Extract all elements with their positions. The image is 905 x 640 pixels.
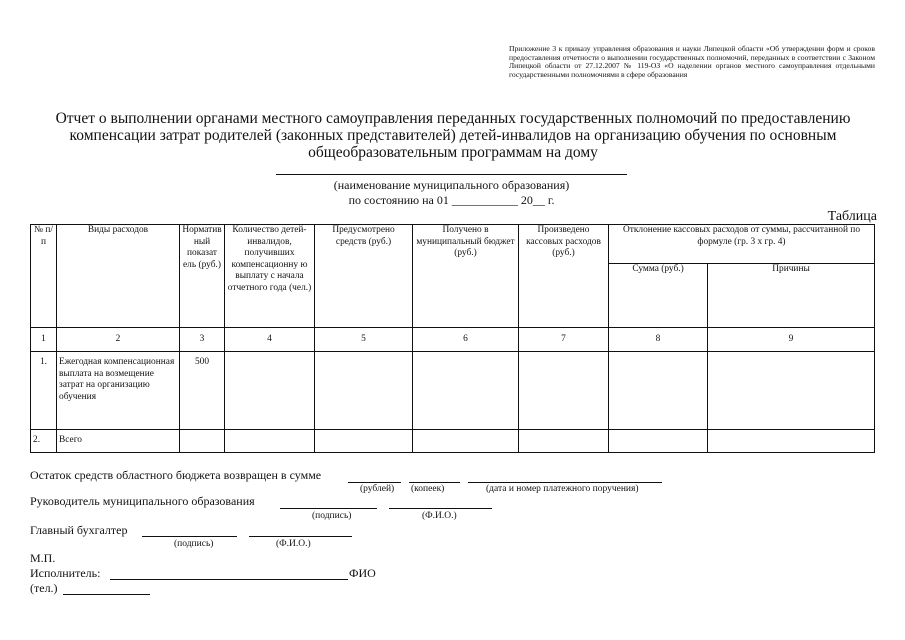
report-title: Отчет о выполнении органами местного самоуправления переданных государственных полномочий по предоставлению компенсации затрат родителей (законных представителей) детей-инвалидов на организацию обучения по основным общеобразовательным программам на дому [55, 110, 851, 161]
header-deviation: Отклонение кассовых расходов от суммы, рассчитанной по формуле (гр. 3 х гр. 4) [609, 225, 875, 264]
payment-doc-line [468, 482, 662, 483]
payment-doc-caption: (дата и номер платежного поручения) [486, 484, 639, 494]
header-cash-expenses: Произведено кассовых расходов (руб.) [519, 225, 609, 328]
accountant-fio-caption: (Ф.И.О.) [276, 539, 311, 549]
accountant-signature-line [142, 536, 237, 537]
head-signature-caption: (подпись) [312, 511, 352, 521]
order-appendix-note: Приложение 3 к приказу управления образования и науки Липецкой области «Об утверждении форм и сроков предоставления отчетности о выполнении государственных полномочий, переданных в соответствии с Законом Липецкой области от 27.12.2007 № 119-ОЗ «О наделении органов местного самоуправления отдельными государственными полномочиями в сфере образования [509, 44, 875, 79]
row-expense-name: Всего [57, 430, 180, 453]
row-deviation-reasons [708, 430, 875, 453]
head-label: Руководитель муниципального образования [30, 494, 255, 508]
col-number-cell: 9 [708, 328, 875, 352]
row-deviation-sum [609, 430, 708, 453]
row-norm [180, 430, 225, 453]
table-caption: Таблица [827, 209, 877, 224]
header-planned-funds: Предусмотрено средств (руб.) [315, 225, 413, 328]
col-number-cell: 6 [413, 328, 519, 352]
row-deviation-reasons [708, 352, 875, 430]
as-of-date: по состоянию на 01 ___________ 20__ г. [348, 193, 555, 207]
head-signature-line [280, 508, 377, 509]
col-number-cell: 2 [57, 328, 180, 352]
row-cash-expenses [519, 352, 609, 430]
row-planned-funds [315, 430, 413, 453]
row-received-budget [413, 352, 519, 430]
accountant-fio-line [249, 536, 352, 537]
phone-label: (тел.) [30, 581, 58, 595]
municipality-caption: (наименование муниципального образования) [333, 178, 570, 192]
municipality-name-line [276, 174, 627, 175]
rubles-line [348, 482, 401, 483]
col-number-cell: 4 [225, 328, 315, 352]
col-number-cell: 7 [519, 328, 609, 352]
row-planned-funds [315, 352, 413, 430]
header-norm: Норматив ный показат ель (руб.) [180, 225, 225, 328]
kopecks-caption: (копеек) [411, 484, 445, 494]
accountant-signature-caption: (подпись) [174, 539, 214, 549]
row-received-budget [413, 430, 519, 453]
header-received-budget: Получено в муниципальный бюджет (руб.) [413, 225, 519, 328]
row-norm: 500 [180, 352, 225, 430]
report-table [30, 224, 875, 453]
row-cash-expenses [519, 430, 609, 453]
head-fio-line [389, 508, 492, 509]
header-num: № п/п [31, 225, 57, 328]
header-expense-type: Виды расходов [57, 225, 180, 328]
head-fio-caption: (Ф.И.О.) [422, 511, 457, 521]
phone-line [63, 594, 150, 595]
col-number-cell: 8 [609, 328, 708, 352]
executor-line [110, 579, 348, 580]
remainder-label: Остаток средств областного бюджета возвращен в сумме [30, 468, 322, 482]
header-deviation-sum: Сумма (руб.) [609, 264, 708, 328]
col-number-cell: 1 [31, 328, 57, 352]
rubles-caption: (рублей) [360, 484, 395, 494]
col-number-cell: 5 [315, 328, 413, 352]
row-children-count [225, 430, 315, 453]
row-deviation-sum [609, 352, 708, 430]
row-expense-name: Ежегодная компенсационная выплата на возмещение затрат на организацию обучения [57, 352, 180, 430]
header-deviation-reasons: Причины [708, 264, 875, 328]
stamp-label: М.П. [30, 551, 56, 565]
accountant-label: Главный бухгалтер [30, 523, 128, 537]
table-row [31, 352, 875, 430]
kopecks-line [409, 482, 460, 483]
executor-fio-label: ФИО [349, 566, 376, 580]
header-children-count: Количество детей-инвалидов, получивших компенсационну ю выплату с начала отчетного года (чел.) [225, 225, 315, 328]
row-num: 2. [31, 430, 57, 453]
table-row [31, 430, 875, 453]
col-number-cell: 3 [180, 328, 225, 352]
executor-label: Исполнитель: [30, 566, 101, 580]
row-num: 1. [31, 352, 57, 430]
row-children-count [225, 352, 315, 430]
